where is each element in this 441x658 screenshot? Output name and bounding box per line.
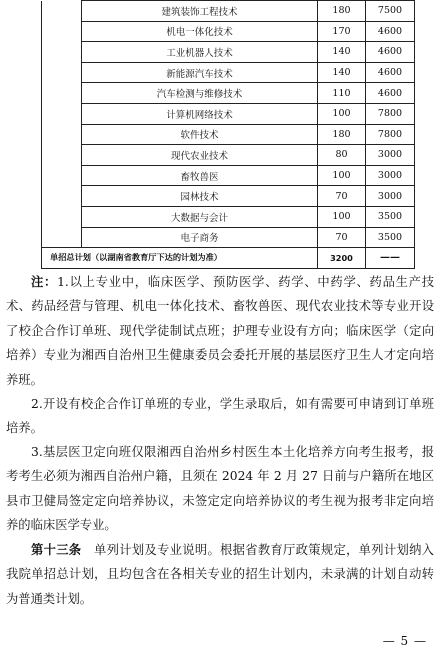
fee-cell: 3500	[366, 206, 415, 227]
total-plan: 3200	[318, 248, 366, 269]
major-cell: 工业机器人技术	[82, 42, 318, 63]
major-cell: 畜牧兽医	[82, 165, 318, 186]
category-cell	[42, 1, 82, 22]
major-cell: 新能源汽车技术	[82, 62, 318, 83]
fee-cell: 3000	[366, 186, 415, 207]
plan-cell: 170	[318, 21, 366, 42]
table-row	[42, 124, 415, 145]
note-3: 3.基层医卫定向班仅限湘西自治州乡村医生本土化培养方向考生报考，报考考生必须为湘西自治州户籍，且须在 2024 年 2 月 27 日前与户籍所在地区县市卫健局签定定向培养协议，未签定定向培养协议的考生视为报考非定向培养的临床医学专业。	[6, 445, 434, 533]
category-cell	[42, 227, 82, 248]
fee-cell: 3500	[366, 227, 415, 248]
category-cell	[42, 165, 82, 186]
table-row	[42, 186, 415, 207]
category-cell	[42, 145, 82, 166]
table-row	[42, 42, 415, 63]
article-text: 单列计划及专业说明。根据省教育厅政策规定，单列计划纳入我院单招总计划，且均包含在各相关专业的招生计划内，未录满的计划自动转为普通类计划。	[6, 543, 434, 606]
category-cell	[42, 83, 82, 104]
plan-cell: 180	[318, 124, 366, 145]
fee-cell: 4600	[366, 62, 415, 83]
table-row	[42, 103, 415, 124]
plan-cell: 70	[318, 186, 366, 207]
fee-cell: 4600	[366, 42, 415, 63]
enrollment-plan-table	[41, 0, 415, 269]
total-fee: ——	[366, 248, 415, 269]
note-1	[6, 270, 434, 392]
major-cell: 电子商务	[82, 227, 318, 248]
fee-cell: 7500	[366, 1, 415, 22]
total-row	[42, 248, 415, 269]
table-row	[42, 21, 415, 42]
note-lead: 注：	[31, 275, 58, 289]
category-cell	[42, 103, 82, 124]
major-cell: 机电一体化技术	[82, 21, 318, 42]
note-2: 2.开设有校企合作订单班的专业，学生录取后，如有需要可申请到订单班培养。	[6, 397, 434, 436]
plan-cell: 140	[318, 62, 366, 83]
plan-cell: 70	[318, 227, 366, 248]
plan-cell: 80	[318, 145, 366, 166]
fee-cell: 4600	[366, 21, 415, 42]
plan-cell: 140	[318, 42, 366, 63]
table-row	[42, 206, 415, 227]
fee-cell: 3000	[366, 165, 415, 186]
plan-cell: 100	[318, 165, 366, 186]
major-cell: 大数据与会计	[82, 206, 318, 227]
article-13	[6, 538, 434, 611]
table-row	[42, 62, 415, 83]
total-label: 单招总计划（以湖南省教育厅下达的计划为准）	[42, 248, 318, 269]
fee-cell: 7800	[366, 103, 415, 124]
table-row	[42, 165, 415, 186]
fee-cell: 3000	[366, 145, 415, 166]
major-cell: 建筑装饰工程技术	[82, 1, 318, 22]
plan-cell: 100	[318, 103, 366, 124]
fee-cell: 7800	[366, 124, 415, 145]
plan-cell: 110	[318, 83, 366, 104]
table-body	[42, 1, 415, 269]
category-cell	[42, 206, 82, 227]
category-cell	[42, 186, 82, 207]
major-cell: 汽车检测与维修技术	[82, 83, 318, 104]
major-cell: 软件技术	[82, 124, 318, 145]
major-cell: 园林技术	[82, 186, 318, 207]
table-row	[42, 145, 415, 166]
article-heading: 第十三条	[31, 543, 82, 557]
category-cell	[42, 62, 82, 83]
fee-cell: 4600	[366, 83, 415, 104]
note-1-text: 1.以上专业中，临床医学、预防医学、药学、中药学、药品生产技术、药品经营与管理、机电一体化技术、畜牧兽医、现代农业技术等专业开设了校企合作订单班、现代学徒制试点班；护理专业设有方向；临床医学（定向培养）专业为湘西自治州卫生健康委员会委托开展的基层医疗卫生人才定向培养班。	[6, 275, 434, 387]
category-cell	[42, 21, 82, 42]
plan-cell: 100	[318, 206, 366, 227]
major-cell: 计算机网络技术	[82, 103, 318, 124]
category-cell	[42, 124, 82, 145]
table-row	[42, 227, 415, 248]
major-cell: 现代农业技术	[82, 145, 318, 166]
category-cell	[42, 42, 82, 63]
table-row	[42, 1, 415, 22]
table-row	[42, 83, 415, 104]
page-number: — 5 —	[382, 634, 427, 648]
plan-cell: 180	[318, 1, 366, 22]
